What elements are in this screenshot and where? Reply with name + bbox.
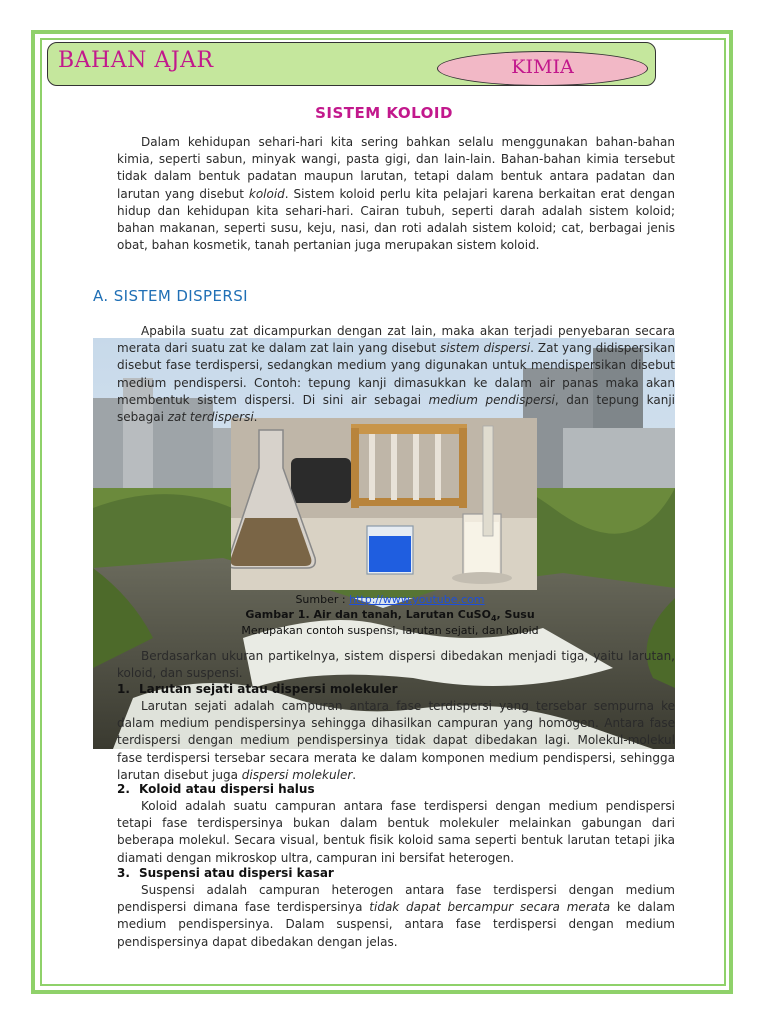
lab-samples-photo (231, 418, 537, 590)
figure-caption-title: Gambar 1. Air dan tanah, Larutan CuSO$_4$, Susu (245, 608, 535, 624)
figure-caption-source: Sumber : http://www.youtube.com (295, 593, 485, 606)
figure-caption-description: Merupakan contoh suspensi, larutan sejati, dan koloid (241, 624, 539, 637)
list-item-3-heading: 3. Suspensi atau dispersi kasar (117, 866, 334, 880)
list-item-2-body: Koloid adalah suatu campuran antara fase terdispersi dengan medium pendispersi tetapi fase terdispersinya bukan dalam bentuk molekuler melainkan gabungan dari beberapa molekul. Secara visual, bentuk fisik koloid sama seperti bentuk larutan tetapi jika diamati dengan mikroskop ultra, campuran ini bersifat heterogen. (117, 799, 675, 865)
document-title: SISTEM KOLOID (315, 104, 453, 122)
list-item-1-heading: 1. Larutan sejati atau dispersi molekuler (117, 682, 398, 696)
list-item-3-body: Suspensi adalah campuran heterogen antara fase terdispersi dengan medium pendispersi dimana fase terdispersinya tidak dapat bercampur secara merata ke dalam medium pendispersinya. Dalam suspensi, antara fase terdispersi dengan medium pendispersinya dapat dibedakan dengan jelas. (117, 883, 675, 949)
header-title: BAHAN AJAR (58, 48, 214, 73)
section-heading-sistem-dispersi: A. SISTEM DISPERSI (93, 287, 248, 305)
subject-label: KIMIA (511, 56, 574, 78)
list-item-2-heading: 2. Koloid atau dispersi halus (117, 782, 315, 796)
intro-paragraph: Dalam kehidupan sehari-hari kita sering bahkan selalu menggunakan bahan-bahan kimia, seperti sabun, minyak wangi, pasta gigi, dan lain-lain. Bahan-bahan kimia tersebut tidak dalam bentuk padatan maupun larutan, tetapi dalam bentuk antara padatan dan larutan yang disebut koloid. Sistem koloid perlu kita pelajari karena berkaitan erat dengan hidup dan kehidupan kita sehari-hari. Cairan tubuh, seperti darah adalah sistem koloid; bahan makanan, seperti susu, keju, nasi, dan roti adalah sistem koloid; cat, berbagai jenis obat, bahan kosmetik, tanah pertanian juga merupakan sistem koloid. (117, 135, 675, 253)
list-item-1-body: Larutan sejati adalah campuran antara fase terdispersi yang tersebar sempurna ke dalam medium pendispersinya sehingga dihasilkan campuran yang homogen. Antara fase terdispersi dengan medium pendispersinya tidak dapat dibedakan lagi. Molekul-molekul fase terdispersi tersebar secara merata ke dalam komponen medium pendispersi, sehingga larutan disebut juga dispersi molekuler. (117, 699, 675, 782)
source-link[interactable]: http://www.youtube.com (349, 593, 485, 606)
dispersion-paragraph: Apabila suatu zat dicampurkan dengan zat lain, maka akan terjadi penyebaran secara merata dari suatu zat ke dalam zat lain yang disebut sistem dispersi. Zat yang didispersikan disebut fase terdispersi, sedangkan medium yang digunakan untuk mendispersikan disebut medium pendispersi. Contoh: tepung kanji dimasukkan ke dalam air panas maka akan membentuk sistem dispersi. Di sini air sebagai medium pendispersi, dan tepung kanji sebagai zat terdispersi. (117, 324, 676, 425)
classification-paragraph: Berdasarkan ukuran partikelnya, sistem dispersi dibedakan menjadi tiga, yaitu larutan, koloid, dan suspensi. (117, 649, 675, 681)
